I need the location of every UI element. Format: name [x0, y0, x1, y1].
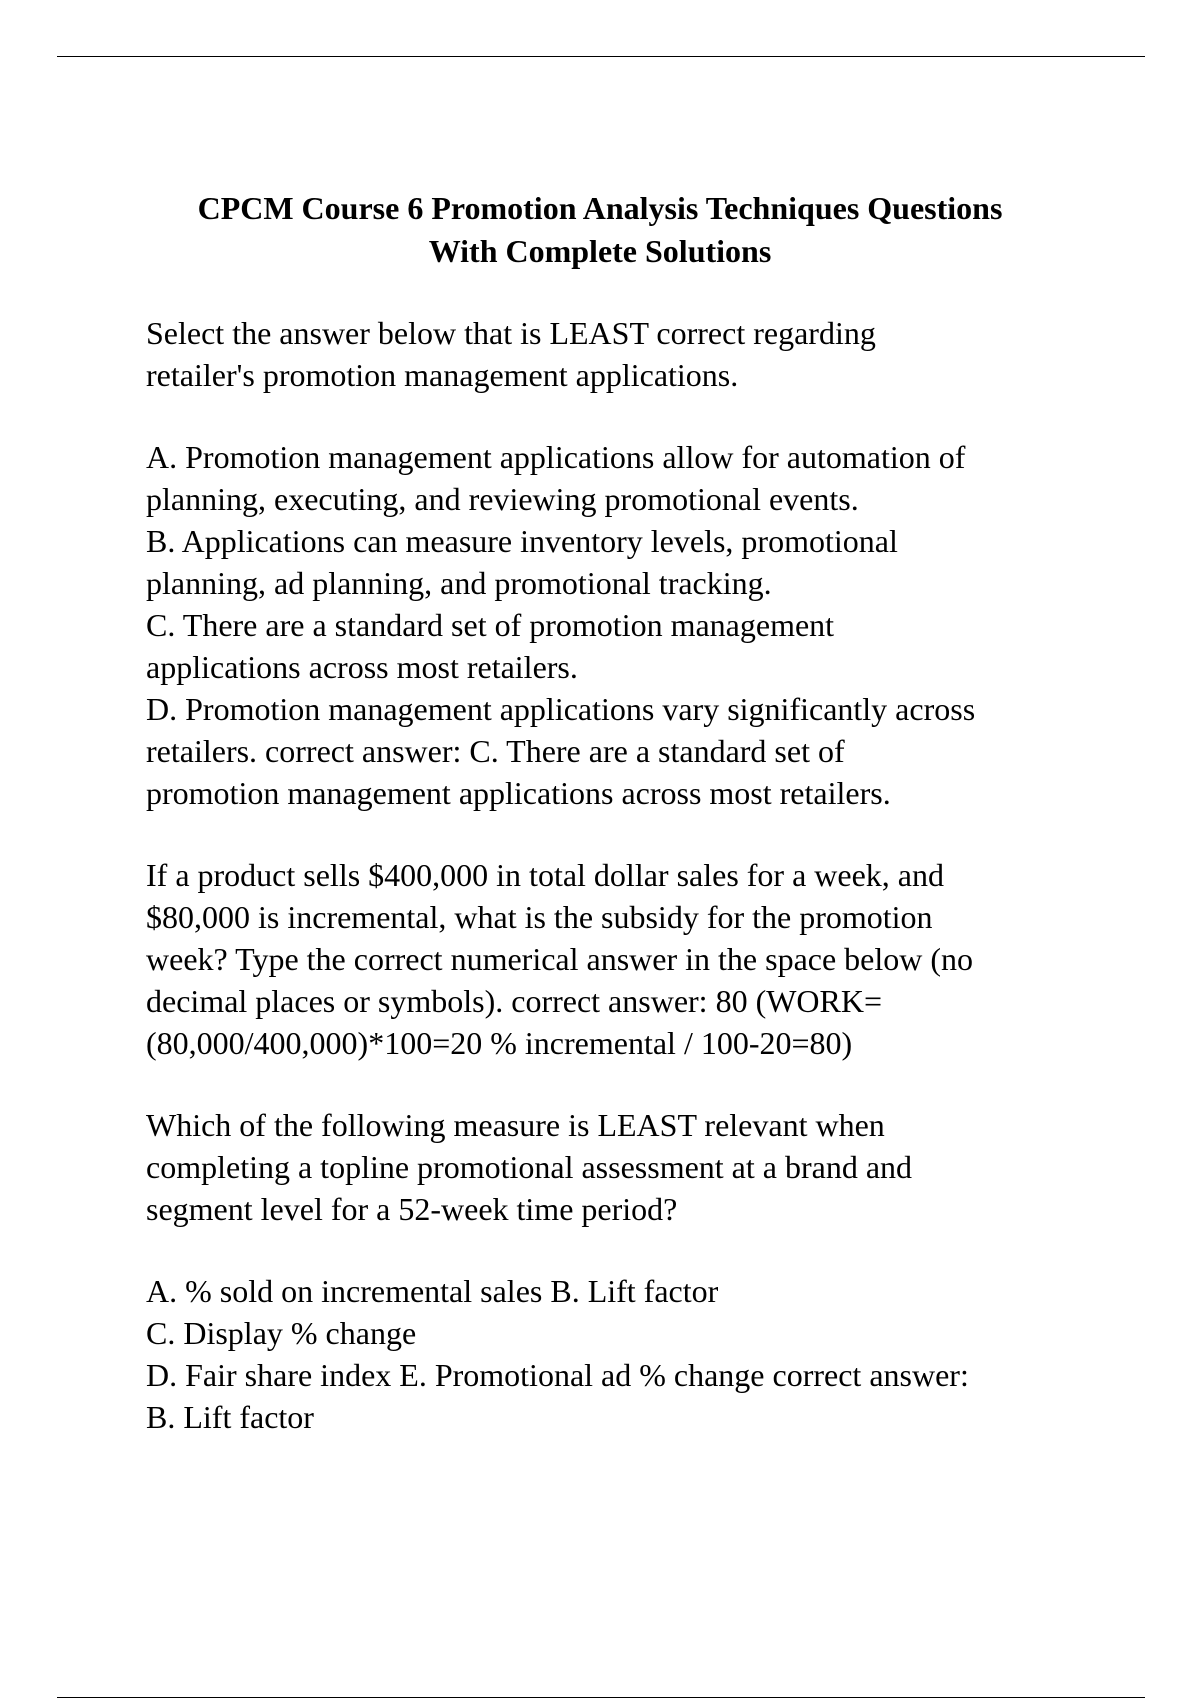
text-line: If a product sells $400,000 in total dollar sales for a week, and [146, 857, 944, 893]
text-line: planning, ad planning, and promotional tracking. [146, 565, 772, 601]
text-line: A. % sold on incremental sales B. Lift factor [146, 1273, 719, 1309]
title-line: CPCM Course 6 Promotion Analysis Techniques Questions [197, 190, 1003, 226]
text-line: C. There are a standard set of promotion management [146, 607, 835, 643]
text-line: retailers. correct answer: C. There are a standard set of [146, 733, 845, 769]
title-line: With Complete Solutions [428, 233, 772, 269]
text-line: planning, executing, and reviewing promotional events. [146, 481, 859, 517]
text-line: retailer's promotion management applications. [146, 357, 739, 393]
question-2 [146, 854, 1106, 1064]
text-line: D. Fair share index E. Promotional ad % change correct answer: [146, 1357, 969, 1393]
text-line: C. Display % change [146, 1315, 417, 1351]
question-3-prompt [146, 1104, 1106, 1230]
question-3-options [146, 1270, 1106, 1438]
bottom-rule [57, 1697, 1145, 1698]
text-line: B. Applications can measure inventory levels, promotional [146, 523, 898, 559]
question-1-prompt [146, 312, 1106, 396]
text-line: Which of the following measure is LEAST relevant when [146, 1107, 885, 1143]
text-line: Select the answer below that is LEAST correct regarding [146, 315, 876, 351]
text-line: $80,000 is incremental, what is the subsidy for the promotion [146, 899, 933, 935]
top-rule [57, 56, 1145, 57]
text-line: completing a topline promotional assessment at a brand and [146, 1149, 913, 1185]
text-line: D. Promotion management applications vary significantly across [146, 691, 976, 727]
text-line: B. Lift factor [146, 1399, 314, 1435]
text-line: A. Promotion management applications allow for automation of [146, 439, 966, 475]
text-line: (80,000/400,000)*100=20 % incremental / 100-20=80) [146, 1025, 853, 1061]
question-1-options [146, 436, 1106, 814]
text-line: decimal places or symbols). correct answer: 80 (WORK= [146, 983, 883, 1019]
text-line: week? Type the correct numerical answer in the space below (no [146, 941, 974, 977]
text-line: applications across most retailers. [146, 649, 578, 685]
text-line: segment level for a 52-week time period? [146, 1191, 678, 1227]
text-line: promotion management applications across most retailers. [146, 775, 891, 811]
document-title [100, 187, 1100, 273]
document-body [146, 312, 1106, 1478]
